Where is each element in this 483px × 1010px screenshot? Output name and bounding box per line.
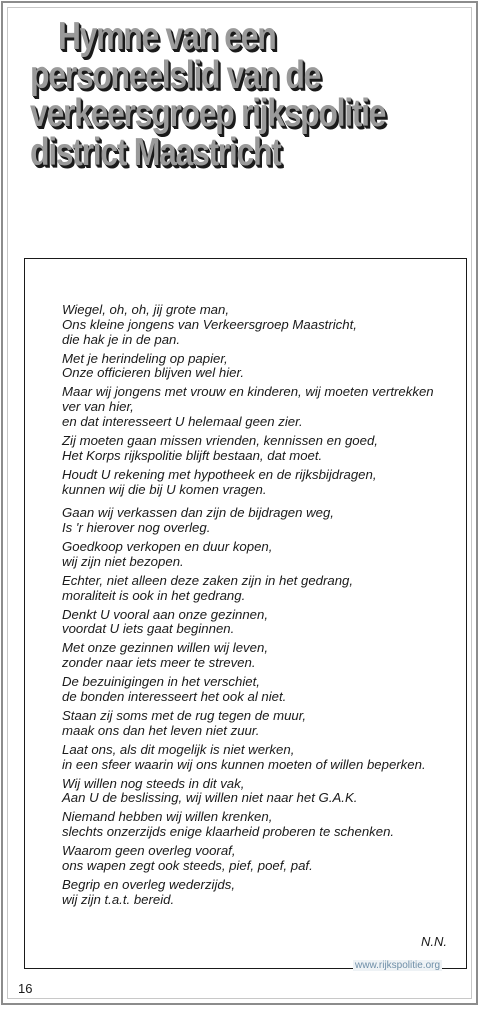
poem-line: wij zijn niet bezopen. bbox=[62, 553, 184, 569]
poem-body bbox=[62, 303, 462, 912]
poem-line: Begrip en overleg wederzijds, bbox=[62, 876, 235, 892]
stanza bbox=[62, 878, 462, 908]
poem-line: Goedkoop verkopen en duur kopen, bbox=[62, 539, 273, 555]
poem-line: Wiegel, oh, oh, jij grote man, bbox=[62, 302, 230, 317]
stanza bbox=[62, 303, 462, 347]
poem-line: Met je herindeling op papier, bbox=[62, 350, 228, 366]
poem-line: in een sfeer waarin wij ons kunnen moeten of willen beperken. bbox=[62, 756, 426, 772]
poem-line: Met onze gezinnen willen wij leven, bbox=[62, 640, 268, 656]
poem-line: Zij moeten gaan missen vrienden, kennissen en goed, bbox=[62, 432, 378, 448]
title-line: verkeersgroep rijkspolitie bbox=[30, 92, 386, 135]
page-number: 16 bbox=[18, 981, 33, 996]
title-line: district Maastricht bbox=[30, 130, 281, 174]
stanza bbox=[62, 506, 462, 536]
stanza bbox=[62, 810, 462, 840]
poem-line: Niemand hebben wij willen krenken, bbox=[62, 809, 273, 825]
poem-line: Wij willen nog steeds in dit vak, bbox=[62, 775, 245, 791]
poem-line: voordat U iets gaat beginnen. bbox=[62, 621, 235, 637]
poem-line: Laat ons, als dit mogelijk is niet werken, bbox=[62, 741, 295, 757]
stanza bbox=[62, 468, 462, 498]
stanza bbox=[62, 675, 462, 705]
page-title bbox=[30, 15, 391, 174]
poem-line: zonder naar iets meer te streven. bbox=[62, 655, 256, 671]
stanza bbox=[62, 352, 462, 382]
stanza bbox=[62, 777, 462, 807]
poem-line: maak ons dan het leven niet zuur. bbox=[62, 722, 260, 738]
poem-line: wij zijn t.a.t. bereid. bbox=[62, 891, 175, 907]
author-signature: N.N. bbox=[421, 934, 447, 949]
poem-line: Onze officieren blijven wel hier. bbox=[62, 365, 245, 381]
title-line: personeelslid van de bbox=[30, 53, 321, 97]
poem-line: kunnen wij die bij U komen vragen. bbox=[62, 481, 267, 497]
poem-line: ons wapen zegt ook steeds, pief, poef, paf. bbox=[62, 857, 313, 873]
poem-line: Waarom geen overleg vooraf, bbox=[62, 843, 236, 859]
stanza bbox=[62, 385, 462, 429]
poem-line: Het Korps rijkspolitie blijft bestaan, dat moet. bbox=[62, 447, 323, 463]
poem-line: Denkt U vooral aan onze gezinnen, bbox=[62, 606, 269, 622]
poem-line: Staan zij soms met de rug tegen de muur, bbox=[62, 708, 307, 723]
poem-line: de bonden interesseert het ook al niet. bbox=[62, 689, 287, 705]
poem-line: Ons kleine jongens van Verkeersgroep Maastricht, bbox=[62, 316, 357, 332]
stanza bbox=[62, 709, 462, 739]
poem-line: en dat interesseert U helemaal geen zier. bbox=[62, 413, 303, 429]
poem-line: die hak je in de pan. bbox=[62, 331, 181, 347]
poem-line: moraliteit is ook in het gedrang. bbox=[62, 587, 246, 603]
poem-line: Maar wij jongens met vrouw en kinderen, wij moeten vertrekken bbox=[62, 384, 434, 400]
watermark-link[interactable]: www.rijkspolitie.org bbox=[355, 960, 441, 971]
stanza bbox=[62, 743, 462, 773]
stanza bbox=[62, 540, 462, 570]
poem-line: Houdt U rekening met hypotheek en de rijksbijdragen, bbox=[62, 466, 377, 482]
poem-line: ver van hier, bbox=[62, 399, 134, 415]
stanza bbox=[62, 574, 462, 604]
title-line: Hymne van een bbox=[57, 15, 276, 58]
poem-box bbox=[24, 258, 467, 969]
poem-line: slechts onzerzijds enige klaarheid proberen te schenken. bbox=[62, 824, 395, 840]
poem-line: Echter, niet alleen deze zaken zijn in het gedrang, bbox=[62, 572, 354, 588]
stanza bbox=[62, 641, 462, 671]
stanza bbox=[62, 844, 462, 874]
poem-line: De bezuinigingen in het verschiet, bbox=[62, 674, 260, 690]
stanza bbox=[62, 434, 462, 464]
poem-line: Gaan wij verkassen dan zijn de bijdragen weg, bbox=[62, 505, 334, 521]
poem-line: Is 'r hierover nog overleg. bbox=[62, 520, 211, 536]
stanza bbox=[62, 608, 462, 638]
poem-line: Aan U de beslissing, wij willen niet naar het G.A.K. bbox=[62, 790, 358, 806]
